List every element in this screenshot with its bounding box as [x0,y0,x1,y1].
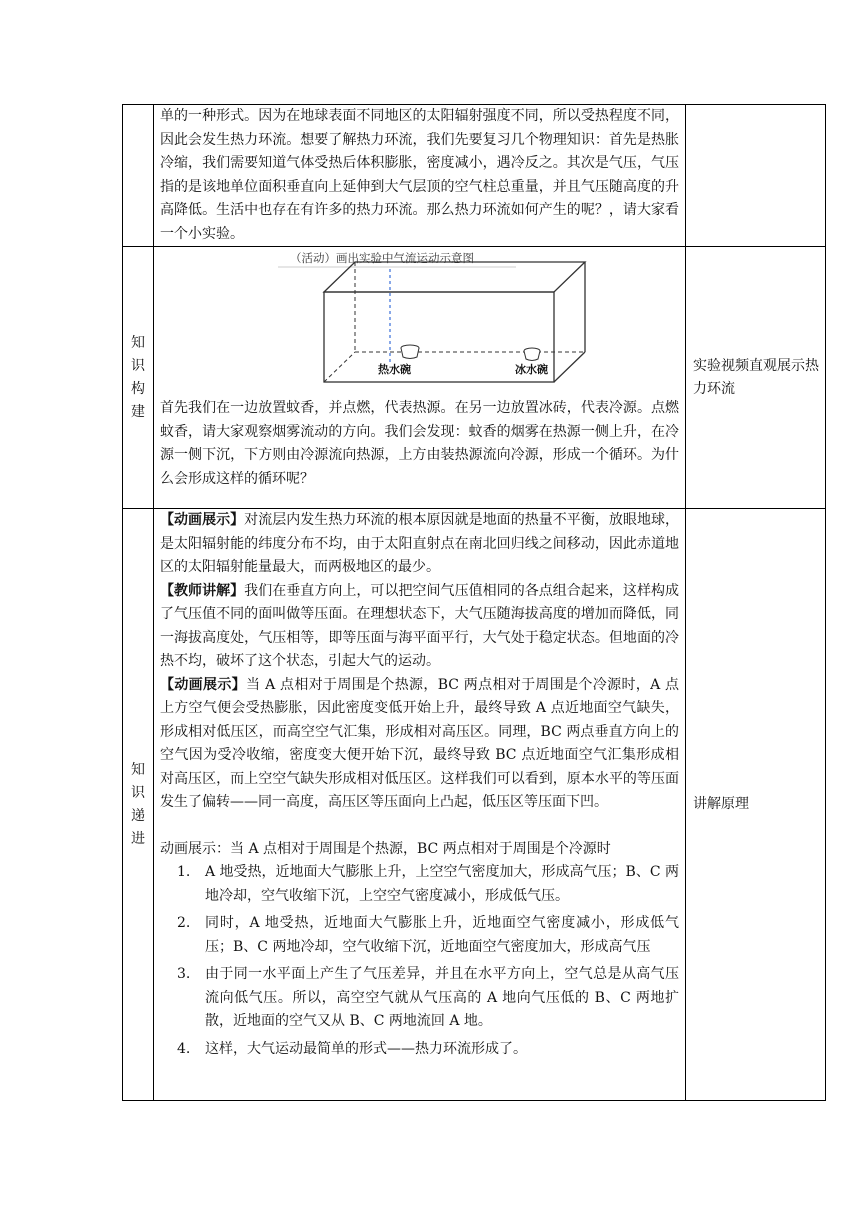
lesson-plan-table [122,104,826,1101]
table-row-intro [123,105,826,247]
stage-char: 构 [131,380,145,397]
steps-list [160,861,679,1061]
spacer [160,815,679,838]
list-number: 2. [177,915,191,931]
stage-char: 知 [131,761,145,778]
figure-caption: （活动）画出实验中气流运动示意图 [290,251,474,265]
list-number: 3. [177,966,191,982]
section-tag: 【教师讲解】 [160,582,245,599]
list-item [160,963,679,1034]
stage-cell-knowledge-building [123,247,154,509]
list-number: 1. [177,864,191,880]
paragraph-text: 我们在垂直方向上，可以把空间气压值相同的各点组合起来，这样构成了气压值不同的面叫做等压面。在理想状态下，大气压随海拔高度的增加而降低，同一海拔高度处，气压相等，即等压面与海平面平行，大气处于稳定状态。但地面的冷热不均，破坏了这个状态，引起大气的运动。 [160,582,680,669]
paragraph-text: 对流层内发生热力环流的根本原因就是地面的热量不平衡，放眼地球，是太阳辐射能的纬度分布不均，由于太阳直射点在南北回归线之间移动，因此赤道地区的太阳辐射能量最大，而两极地区的最少。 [160,512,680,575]
table-row-knowledge-building [123,247,826,509]
content-cell-principles [154,509,686,1101]
section-tag: 【动画展示】 [160,512,245,528]
experiment-paragraph: 首先我们在一边放置蚊香，并点燃，代表热源。在另一边放置冰砖，代表冷源。点燃蚊香，请大家观察烟雾流动的方向。我们会发现：蚊香的烟雾在热源一侧上升，在冷源一侧下沉，下方则由冷源流向热源，上方由装热源流向冷源，形成一个循环。为什么会形成这样的循环呢？ [160,400,679,487]
stage-cell-empty [123,105,154,247]
stage-char: 识 [131,784,145,801]
note-cell-empty [686,105,826,247]
stage-char: 建 [131,403,145,420]
list-item [160,912,679,959]
hidden-edge-diagonal [324,352,355,382]
list-item [160,1038,679,1062]
stage-char: 识 [131,357,145,374]
stage-char: 递 [131,807,145,824]
intro-paragraph: 单的一种形式。因为在地球表面不同地区的太阳辐射强度不同，所以受热程度不同，因此会发生热力环流。想要了解热力环流，我们先要复习几个物理知识：首先是热胀冷缩，我们需要知道气体受热后体积膨胀，密度减小，遇冷反之。其次是气压，气压指的是该地单位面积垂直向上延伸到大气层顶的空气柱总重量，并且气压随高度的升高降低。生活中也存在有许多的热力环流。那么热力环流如何产生的呢？，请大家看一个小实验。 [160,108,679,242]
section-tag: 【动画展示】 [160,676,247,693]
teaching-note: 实验视频直观展示热力环流 [693,357,819,397]
cold-bowl-label: 冰水碗 [515,363,548,376]
animation-paragraph-1 [160,509,679,580]
list-text: A 地受热，近地面大气膨胀上升，上空空气密度加大，形成高气压；B、C 两地冷却，空气收缩下沉，上空空气密度减小，形成低气压。 [205,864,680,904]
stage-cell-knowledge-progression [123,509,154,1101]
experiment-figure [160,247,679,397]
hot-bowl-body [401,348,419,359]
cold-bowl-body [524,351,540,361]
content-cell-intro [154,105,686,247]
list-text: 同时，A 地受热，近地面大气膨胀上升，近地面空气密度减小，形成低气压；B、C 两地冷却，空气收缩下沉，近地面空气密度加大，形成高气压 [205,915,679,955]
teacher-paragraph [160,580,679,674]
stage-char: 知 [131,334,145,351]
teaching-note: 讲解原理 [693,796,749,812]
list-number: 4. [177,1040,191,1057]
list-text: 由于同一水平面上产生了气压差异，并且在水平方向上，空气总是从高气压流向低气压。所以，高空空气就从气压高的 A 地向气压低的 B、C 两地扩散，近地面的空气又从 B、C 两地流回 A 地。 [205,966,679,1029]
animation-paragraph-2 [160,674,679,815]
table-row-knowledge-progression [123,509,826,1101]
stage-char: 进 [131,830,145,847]
experiment-box-diagram [160,247,692,397]
content-cell-experiment [154,247,686,509]
list-item [160,861,679,908]
list-text: 这样，大气运动最简单的形式——热力环流形成了。 [205,1040,527,1057]
animation-summary-line: 动画展示：当 A 点相对于周围是个热源，BC 两点相对于周围是个冷源时 [160,840,611,857]
paragraph-text: 当 A 点相对于周围是个热源，BC 两点相对于周围是个冷源时，A 点上方空气便会受热膨胀，因此密度变低开始上升，最终导致 A 点近地面空气缺失，形成相对低压区，而高空空气汇集，形成相对高压区。同理，BC 两点垂直方向上的空气因为受冷收缩，密度变大便开始下沉，最终导致 BC 点近地面空气汇集形成相对高压区，而上空空气缺失形成相对低压区。这样我们可以看到，原本水平的等压面发生了偏转——同一高度，高压区等压面向上凸起，低压区等压面下凹。 [160,676,680,810]
note-cell-principles [686,509,826,1101]
hot-bowl-label: 热水碗 [378,363,411,376]
note-cell-experiment [686,247,826,509]
box-bottom-right-edge [554,352,585,382]
